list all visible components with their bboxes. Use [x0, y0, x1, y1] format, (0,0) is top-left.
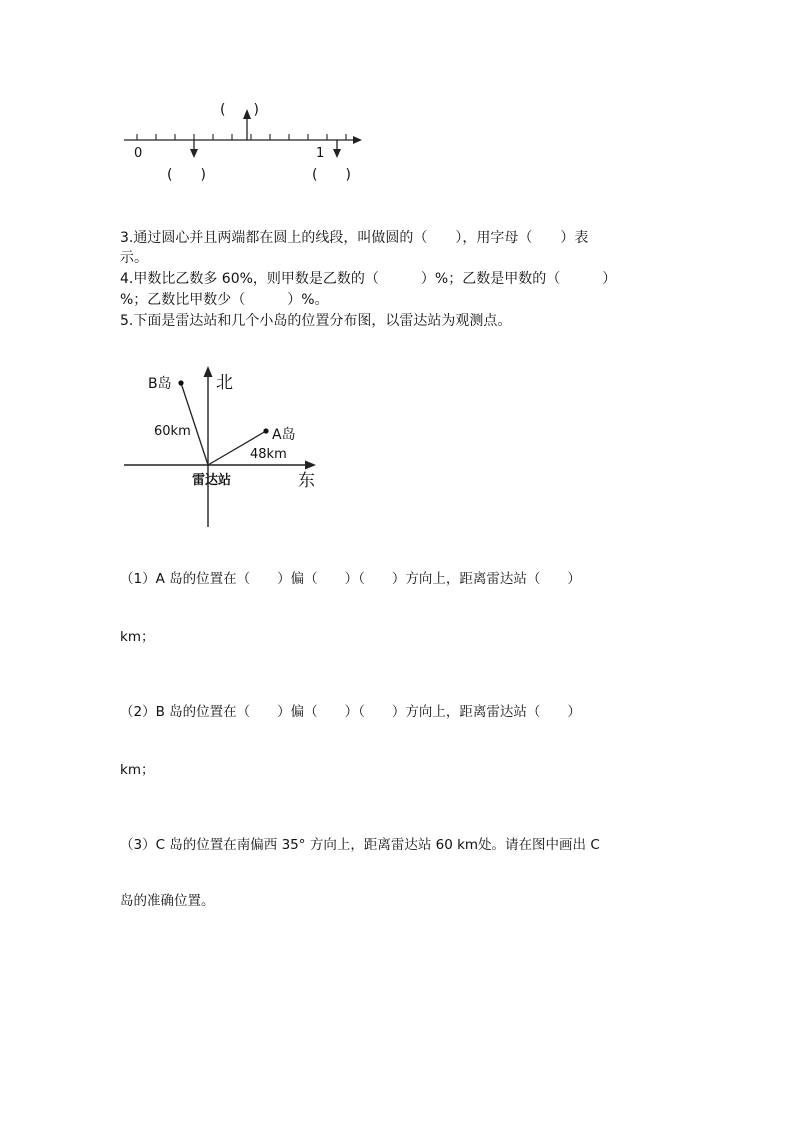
north-label: 北 — [216, 373, 233, 393]
radar-map-figure — [118, 360, 328, 530]
island-b-label: B岛 — [148, 376, 172, 392]
number-line-blank-top: ( ) — [220, 102, 259, 118]
island-a-label: A岛 — [272, 427, 296, 443]
sub-question-3-line-2: 岛的准确位置。 — [120, 893, 215, 909]
question-4-line-2: %；乙数比甲数少（ ）%。 — [120, 292, 329, 308]
number-line-arrowhead — [353, 136, 362, 144]
number-line-figure — [110, 95, 380, 190]
island-b-point — [178, 380, 183, 385]
number-line-blank-right: ( ) — [312, 167, 351, 183]
north-axis-arrowhead — [204, 366, 213, 377]
distance-a-label: 48km — [250, 447, 287, 462]
sub-question-2-line-2: km； — [120, 762, 155, 778]
east-label: 东 — [298, 471, 315, 491]
number-line-label-zero: 0 — [134, 146, 143, 161]
distance-b-label: 60km — [154, 424, 191, 439]
island-a-point — [263, 428, 268, 433]
number-line-label-one: 1 — [316, 146, 325, 161]
question-3-line-2: 示。 — [120, 250, 148, 266]
down-arrow-left-head — [190, 149, 198, 158]
question-4-line-1: 4.甲数比乙数多 60%，则甲数是乙数的（ ）%；乙数是甲数的（ ） — [120, 271, 617, 287]
sub-question-1-line-2: km； — [120, 629, 155, 645]
radar-station-label: 雷达站 — [192, 473, 232, 488]
question-3-line-1: 3.通过圆心并且两端都在圆上的线段，叫做圆的（ ），用字母（ ）表 — [120, 230, 589, 246]
sub-question-1-line-1: （1）A 岛的位置在（ ）偏（ ）（ ）方向上，距离雷达站（ ） — [120, 571, 581, 587]
question-5-title: 5.下面是雷达站和几个小岛的位置分布图，以雷达站为观测点。 — [120, 313, 512, 329]
sub-question-2-line-1: （2）B 岛的位置在（ ）偏（ ）（ ）方向上，距离雷达站（ ） — [120, 704, 581, 720]
number-line-blank-left: ( ) — [167, 167, 206, 183]
down-arrow-right-head — [333, 149, 341, 158]
number-line-ticks — [137, 134, 346, 140]
east-axis-arrowhead — [305, 461, 316, 470]
sub-question-3-line-1: （3）C 岛的位置在南偏西 35° 方向上，距离雷达站 60 km处。请在图中画出 C — [120, 837, 600, 853]
